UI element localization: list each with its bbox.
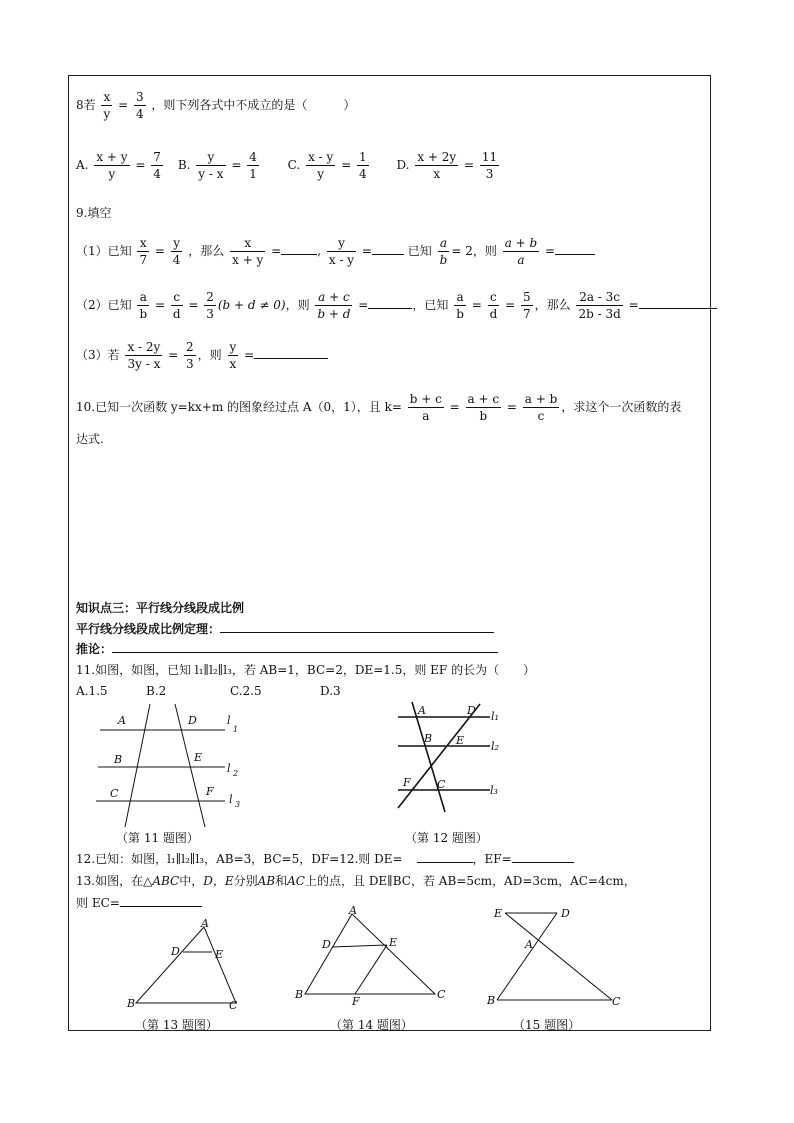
label-f: F: [403, 776, 411, 789]
question-8: 8若 $\frac{x}{y}$ = $\frac{3}{4}$ ，则下列各式中不成立的是（ ）: [76, 90, 356, 121]
label-e: E: [456, 734, 465, 747]
label-f: F: [352, 995, 360, 1008]
segment-de: [332, 945, 387, 947]
label-a: A: [118, 714, 126, 727]
q9-title: 9.填空: [76, 206, 112, 220]
svg-text:2: 2: [233, 769, 239, 778]
question-10: 10.已知一次函数 y=kx+m 的图象经过点 A（0，1），且 k= $\frac{b + c}{a}$ = $\frac{a + c}{b}$ = $\frac{a + b}{c}$ ，求这个一次函数的表: [76, 392, 682, 423]
label-c: C: [437, 778, 446, 791]
label-d: D: [561, 907, 570, 920]
answer-blank[interactable]: [512, 850, 574, 863]
label-d: D: [188, 714, 197, 727]
segment-ef: [355, 945, 387, 994]
answer-blank[interactable]: [281, 242, 317, 255]
svg-text:3: 3: [235, 800, 241, 809]
segment-ec: [505, 913, 612, 1000]
figure-15: [485, 900, 625, 1010]
label-f: F: [206, 785, 214, 798]
figure-15-caption: （15 题图）: [513, 1018, 581, 1032]
figure-12-caption: （第 12 题图）: [405, 831, 488, 845]
transversal-1: [412, 702, 445, 812]
label-a: A: [525, 938, 533, 951]
question-12: 12.已知：如图，l₁∥l₂∥l₃，AB=3，BC=5，DF=12.则 DE= ，EF=: [76, 850, 574, 867]
answer-blank[interactable]: [112, 640, 498, 653]
label-b: B: [295, 988, 304, 1001]
answer-blank[interactable]: [372, 242, 404, 255]
figure-11: [90, 702, 260, 827]
answer-blank[interactable]: [639, 296, 717, 309]
svg-text:1: 1: [233, 725, 239, 734]
label-e: E: [494, 907, 503, 920]
label-b: B: [127, 997, 136, 1010]
label-a: A: [349, 904, 357, 917]
label-b: B: [114, 753, 123, 766]
q11-options: A.1.5 B.2 C.2.5 D.3: [76, 684, 341, 698]
fraction: $\frac{x}{y}$: [103, 90, 111, 121]
theorem-line: 平行线分线段成比例定理：: [76, 620, 494, 637]
transversal-left: [125, 704, 150, 827]
triangle-abc: [305, 914, 435, 994]
option-c: C. $\frac{x - y}{y}$ = $\frac{1}{4}$: [287, 150, 367, 181]
q8-post: ，则下列各式中不成立的是（ ）: [151, 98, 356, 112]
q9-part-2: （2）已知 $\frac{a}{b}$ = $\frac{c}{d}$ = $\frac{2}{3}$ (b + d ≠ 0)，则 $\frac{a + c}{b + d}$ = ，已知 $\frac{a}{b}$ = $\frac{c}{d}$ = $\frac{5}{7}$ ，那么 $\frac{2a - 3c}{2b - 3d}$ =: [76, 290, 717, 321]
label-l1: l₁: [491, 710, 499, 723]
question-11: 11.如图，如图，已知 l₁∥l₂∥l₃，若 AB=1，BC=2，DE=1.5，则 EF 的长为（ ）: [76, 663, 536, 677]
answer-blank[interactable]: [555, 242, 595, 255]
triangle-abc: [136, 927, 236, 1003]
label-l2: l₂: [491, 740, 499, 753]
q13-line-2: 则 EC=: [76, 894, 202, 911]
option-d: D. $\frac{x + 2y}{x}$ = $\frac{11}{3}$: [396, 150, 498, 181]
answer-blank[interactable]: [417, 850, 473, 863]
segment-db: [497, 913, 557, 1000]
figure-14-caption: （第 14 题图）: [330, 1018, 413, 1032]
q8-number: 8: [76, 98, 84, 112]
label-l3: l₃: [490, 784, 498, 797]
label-l2: l: [227, 762, 231, 775]
label-d: D: [171, 945, 180, 958]
q9-part-1: （1）已知 $\frac{x}{7}$ = $\frac{y}{4}$ ，那么 $\frac{x}{x + y}$ = , $\frac{y}{x - y}$ = 已知 $\frac{a}{b}$ = 2，则 $\frac{a + b}{a}$ =: [76, 236, 595, 267]
option-b: B. $\frac{y}{y - x}$ = $\frac{4}{1}$: [177, 150, 257, 181]
label-c: C: [612, 995, 621, 1008]
corollary-line: 推论：: [76, 640, 498, 657]
label-l3: l: [229, 793, 233, 806]
label-d: D: [467, 704, 476, 717]
q8-pre: 若: [83, 98, 96, 112]
knowledge-point-heading: 知识点三：平行线分线段成比例: [76, 601, 245, 615]
label-c: C: [110, 787, 119, 800]
label-c: C: [229, 999, 238, 1012]
label-e: E: [389, 936, 398, 949]
q8-options: [76, 150, 501, 181]
label-c: C: [437, 988, 446, 1001]
figure-13-caption: （第 13 题图）: [135, 1018, 218, 1032]
q10-line-2: 达式.: [76, 432, 104, 446]
figure-14: [290, 902, 460, 1012]
option-a: A. $\frac{x + y}{y}$ = $\frac{7}{4}$: [76, 150, 161, 181]
label-l1: l: [227, 714, 231, 727]
answer-blank[interactable]: [254, 346, 328, 359]
answer-blank[interactable]: [120, 894, 202, 907]
figure-12: [390, 700, 520, 815]
label-a: A: [418, 704, 426, 717]
label-e: E: [215, 948, 224, 961]
answer-blank[interactable]: [368, 296, 412, 309]
fraction: $\frac{3}{4}$: [135, 90, 144, 121]
label-b: B: [424, 732, 433, 745]
figure-11-caption: （第 11 题图）: [116, 831, 199, 845]
label-d: D: [322, 938, 331, 951]
answer-blank[interactable]: [220, 620, 494, 633]
label-b: B: [487, 994, 496, 1007]
question-13: 13.如图，在△ABC中，D，E分别AB和AC上的点，且 DE∥BC，若 AB=5cm，AD=3cm，AC=4cm，: [76, 874, 636, 888]
label-a: A: [201, 917, 209, 930]
figure-13: [124, 915, 244, 1015]
label-e: E: [194, 751, 203, 764]
q9-part-3: （3）若 $\frac{x - 2y}{3y - x}$ = $\frac{2}{3}$ ，则 $\frac{y}{x}$ =: [76, 340, 328, 371]
